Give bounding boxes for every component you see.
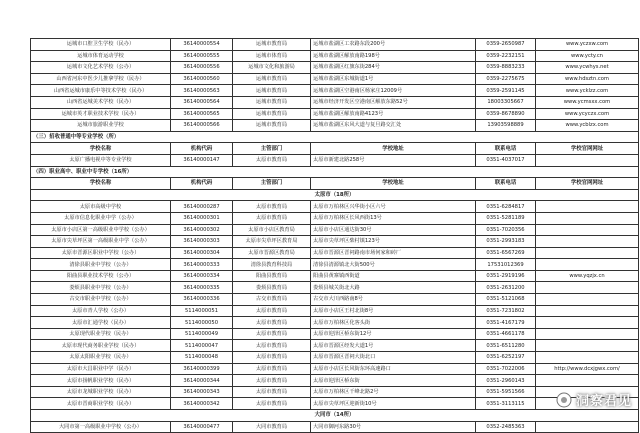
table-cell: 太原市尖草坪区第一高级职业中学（公办）: [31, 236, 171, 248]
table-cell: [536, 421, 639, 433]
table-cell: 太原市现代商务职业学校（民办）: [31, 340, 171, 352]
table-cell: 太原市教育局: [233, 340, 311, 352]
table-cell: 0351-2993183: [476, 236, 536, 248]
table-cell: 0351-7231802: [476, 305, 536, 317]
table-cell: 学校官网网址: [536, 178, 639, 190]
table-row: [31, 212, 639, 224]
table-cell: 太原现代职业学校（民办）: [31, 328, 171, 340]
school-table: [30, 38, 639, 433]
table-cell: 运城市英才职业技术学校（民办）: [31, 108, 171, 120]
table-cell: 山西省运城美术学校（民办）: [31, 96, 171, 108]
table-cell: 太原市万柏林区化客头街: [311, 317, 476, 329]
table-cell: 运城市教育局: [233, 120, 311, 132]
table-cell: 太原市小店区长风街东环高速路口: [311, 363, 476, 375]
table-cell: 太原市晋商职业学校（民办）: [31, 398, 171, 410]
table-cell: www.hdsztn.com: [536, 73, 639, 85]
table-cell: 清徐县清源镇北大街500号: [311, 259, 476, 271]
table-cell: 太原市教育局: [233, 328, 311, 340]
table-cell: 36140000334: [171, 270, 233, 282]
section-title: [31, 131, 639, 143]
table-cell: 运城市盐湖区解放南路4123号: [311, 108, 476, 120]
table-cell: 0351-7022006: [476, 363, 536, 375]
table-cell: 太原市晋源区经发大道1号: [311, 340, 476, 352]
table-cell: 36140000556: [171, 62, 233, 74]
table-cell: 运城市盐湖区红旗东街284号: [311, 62, 476, 74]
table-cell: 娄烦县职业中学校（公办）: [31, 282, 171, 294]
table-row: [31, 352, 639, 364]
table-cell: 运城市体育运动学校: [31, 50, 171, 62]
table-row: [31, 108, 639, 120]
eye-logo-icon: [556, 392, 572, 408]
table-cell: 学校官网网址: [536, 143, 639, 155]
table-cell: 太原市新建北路258号: [311, 154, 476, 166]
table-cell: www.ycyczx.com: [536, 108, 639, 120]
table-cell: 太原市尖草坪区柴村镇123号: [311, 236, 476, 248]
table-cell: 运城市教育局: [233, 39, 311, 51]
table-cell: [536, 375, 639, 387]
table-cell: 运城市盐湖区解放南路198号: [311, 50, 476, 62]
table-row: [31, 96, 639, 108]
table-cell: 0351-2631200: [476, 282, 536, 294]
table-cell: 0351-3113115: [476, 398, 536, 410]
table-cell: 0351-4167179: [476, 317, 536, 329]
table-cell: 太原市尖草坪区迎新街10号: [311, 398, 476, 410]
table-cell: 主管部门: [233, 178, 311, 190]
table-cell: [536, 305, 639, 317]
table-cell: 太原市汇通学校（民办）: [31, 317, 171, 329]
table-cell: 0359-2275675: [476, 73, 536, 85]
table-cell: 太原市教育局: [233, 317, 311, 329]
table-cell: 太原市教育局: [233, 386, 311, 398]
table-row: [31, 375, 639, 387]
table-cell: 0359-8678890: [476, 108, 536, 120]
table-cell: 太原市尖草坪区教育局: [233, 236, 311, 248]
section-title-text: （三）招收普通中等专业学校（所）: [31, 131, 639, 143]
table-row: [31, 85, 639, 97]
table-cell: 娄烦县教育局: [233, 282, 311, 294]
table-cell: 太原市教育局: [233, 212, 311, 224]
city-header-text: 大同市（14所）: [31, 410, 639, 422]
table-cell: 山西省河东中医少儿推拿学校（民办）: [31, 73, 171, 85]
table-cell: 36140000301: [171, 212, 233, 224]
table-cell: [536, 282, 639, 294]
table-cell: 36140000566: [171, 120, 233, 132]
table-cell: 太原市小店区教育局: [233, 224, 311, 236]
table-cell: [536, 352, 639, 364]
table-cell: 0351-6511280: [476, 340, 536, 352]
table-cell: 娄烦县城关街北大路: [311, 282, 476, 294]
table-cell: www.ycmsxx.com: [536, 96, 639, 108]
header-row: [31, 143, 639, 155]
table-row: [31, 201, 639, 213]
table-body: [31, 39, 639, 433]
table-cell: 36140000147: [171, 154, 233, 166]
table-cell: 太原市教育局: [233, 201, 311, 213]
table-cell: www.ycblzx.com: [536, 120, 639, 132]
table-cell: [536, 154, 639, 166]
table-row: [31, 62, 639, 74]
table-cell: www.ycty.cn: [536, 50, 639, 62]
table-cell: 太原市迎泽区桥东街12号: [311, 328, 476, 340]
table-cell: 36140000335: [171, 282, 233, 294]
table-cell: 36140000336: [171, 294, 233, 306]
table-row: [31, 305, 639, 317]
table-cell: 运城市口腔卫生学校（民办）: [31, 39, 171, 51]
table-cell: 17531012369: [476, 259, 536, 271]
table-cell: 太原市青人学校（公办）: [31, 305, 171, 317]
table-cell: 36140000477: [171, 421, 233, 433]
table-cell: 联系电话: [476, 143, 536, 155]
table-cell: 18003305667: [476, 96, 536, 108]
table-cell: 太原太阳职业学校（民办）: [31, 352, 171, 364]
table-cell: 运城市体育局: [233, 50, 311, 62]
table-cell: 运城市教育局: [233, 85, 311, 97]
table-cell: 36140000303: [171, 236, 233, 248]
table-cell: 运城市文化艺术学校（公办）: [31, 62, 171, 74]
table-cell: 36140000563: [171, 85, 233, 97]
table-cell: 0351-5281189: [476, 212, 536, 224]
table-row: [31, 340, 639, 352]
table-cell: 阳曲县职业技术学校（公办）: [31, 270, 171, 282]
table-cell: 太原市教育局: [233, 305, 311, 317]
table-cell: 清徐县职业中学校（公办）: [31, 259, 171, 271]
table-cell: www.yczxw.com: [536, 39, 639, 51]
table-cell: 36140000333: [171, 259, 233, 271]
table-cell: 太原市教育局: [233, 352, 311, 364]
table-cell: 0359-2650987: [476, 39, 536, 51]
table-cell: www.ycklzz.com: [536, 85, 639, 97]
table-cell: 山西省运城市康乐中等技术学校（民办）: [31, 85, 171, 97]
table-cell: 学校地址: [311, 178, 476, 190]
table-cell: 5114000047: [171, 340, 233, 352]
table-row: [31, 259, 639, 271]
table-row: [31, 120, 639, 132]
table-cell: 太原市晋源区晋祠大街北口: [311, 352, 476, 364]
table-cell: [536, 236, 639, 248]
table-cell: 36140000565: [171, 108, 233, 120]
table-cell: 太原市小店区王村北街8号: [311, 305, 476, 317]
table-cell: [536, 201, 639, 213]
table-cell: 古交市职业中学校（公办）: [31, 294, 171, 306]
table-cell: 0359-2591145: [476, 85, 536, 97]
table-cell: 运城市教育局: [233, 96, 311, 108]
table-cell: 5114000050: [171, 317, 233, 329]
table-cell: 0359-2232151: [476, 50, 536, 62]
section-title-text: （四）职业高中、职业中专学校（16所）: [31, 166, 639, 178]
city-header: [31, 189, 639, 201]
table-cell: 太原市小店区第一高级职业中学校（公办）: [31, 224, 171, 236]
table-cell: 阳曲县黄寨镇西街道: [311, 270, 476, 282]
table-cell: 太原市大昌职业中学（民办）: [31, 363, 171, 375]
table-cell: 古交市教育局: [233, 294, 311, 306]
table-cell: 运城市经济开发区空港南区解放东路52号: [311, 96, 476, 108]
table-cell: 太原市教育局: [233, 398, 311, 410]
table-cell: 36140000343: [171, 386, 233, 398]
table-cell: www.yqzjx.cn: [536, 270, 639, 282]
table-cell: 36140000304: [171, 247, 233, 259]
table-cell: 36140000342: [171, 398, 233, 410]
table-cell: 0351-5951566: [476, 386, 536, 398]
table-cell: 清徐县教育科技局: [233, 259, 311, 271]
table-row: [31, 50, 639, 62]
table-cell: www.ycwhys.net: [536, 62, 639, 74]
table-cell: 36140000287: [171, 201, 233, 213]
table-cell: 36140000560: [171, 73, 233, 85]
table-cell: 学校地址: [311, 143, 476, 155]
table-cell: 大同市御河东路30号: [311, 421, 476, 433]
table-row: [31, 398, 639, 410]
table-row: [31, 363, 639, 375]
table-cell: 36140000555: [171, 50, 233, 62]
table-row: [31, 236, 639, 248]
table-row: [31, 224, 639, 236]
table-cell: 0351-6252197: [476, 352, 536, 364]
table-cell: 太原市教育局: [233, 154, 311, 166]
table-cell: 0351-6284817: [476, 201, 536, 213]
table-cell: 太原市扬帆职业学校（民办）: [31, 375, 171, 387]
table-cell: [536, 247, 639, 259]
section-title: [31, 166, 639, 178]
table-cell: 36140000344: [171, 375, 233, 387]
table-cell: [536, 224, 639, 236]
table-cell: 0351-5121068: [476, 294, 536, 306]
table-cell: 0351-6567269: [476, 247, 536, 259]
table-cell: [536, 340, 639, 352]
table-cell: [536, 328, 639, 340]
table-cell: 太原市万柏林区兴华街小区六号: [311, 201, 476, 213]
table-cell: 运城市盐湖区东风大道与复旦路交汇处: [311, 120, 476, 132]
watermark-text: 洞察君见: [575, 394, 632, 409]
table-cell: 太原市高级中学校: [31, 201, 171, 213]
table-cell: 0351-2919196: [476, 270, 536, 282]
table-cell: 太原市信息化职业中学（公办）: [31, 212, 171, 224]
table-cell: [536, 259, 639, 271]
table-cell: 大同市教育局: [233, 421, 311, 433]
table-cell: 运城市盐湖区工农路东段200号: [311, 39, 476, 51]
table-cell: 大同市第一高级职业中学校（公办）: [31, 421, 171, 433]
table-cell: 太原市晋源区教育局: [233, 247, 311, 259]
table-cell: 太原市小店区通达街30号: [311, 224, 476, 236]
table-cell: 学校名称: [31, 143, 171, 155]
table-cell: 0359-8883233: [476, 62, 536, 74]
table-cell: 5114000051: [171, 305, 233, 317]
table-cell: 运城市教育局: [233, 108, 311, 120]
table-cell: 太原市晋源区晋祠路南市场何家和砖厂: [311, 247, 476, 259]
table-cell: 0351-4661178: [476, 328, 536, 340]
table-row: [31, 294, 639, 306]
table-cell: 运城市盐湖区空港南区杨家庄12009号: [311, 85, 476, 97]
table-row: [31, 39, 639, 51]
table-cell: 36140000554: [171, 39, 233, 51]
table-row: [31, 247, 639, 259]
table-cell: 运城市旅游职业学校: [31, 120, 171, 132]
table-cell: 0351-4037017: [476, 154, 536, 166]
table-cell: 太原市万柏林区长风西街13号: [311, 212, 476, 224]
header-row: [31, 178, 639, 190]
table-cell: [536, 317, 639, 329]
table-cell: [536, 294, 639, 306]
table-row: [31, 154, 639, 166]
table-cell: http://www.dcxjgwx.com/: [536, 363, 639, 375]
table-cell: [536, 212, 639, 224]
table-row: [31, 386, 639, 398]
table-cell: 太原市晋源区职业中学校（公办）: [31, 247, 171, 259]
table-row: [31, 317, 639, 329]
table-cell: 阳曲县教育局: [233, 270, 311, 282]
table-cell: 古交市大川西路南8号: [311, 294, 476, 306]
watermark: [556, 390, 632, 409]
city-header: [31, 410, 639, 422]
table-row: [31, 328, 639, 340]
table-row: [31, 282, 639, 294]
table-cell: 学校名称: [31, 178, 171, 190]
table-row: [31, 270, 639, 282]
table-cell: 0351-2960143: [476, 375, 536, 387]
table-cell: 太原市万柏林区千峰北路2号: [311, 386, 476, 398]
table-cell: 运城市教育局: [233, 73, 311, 85]
table-cell: 运城市盐湖区东城街道1号: [311, 73, 476, 85]
table-cell: 机构代码: [171, 143, 233, 155]
city-header-text: 太原市（18所）: [31, 189, 639, 201]
table-cell: 36140000302: [171, 224, 233, 236]
table-cell: 太原广播电视中等专业学校: [31, 154, 171, 166]
table-row: [31, 73, 639, 85]
table-cell: 5114000048: [171, 352, 233, 364]
table-cell: 0352-2485363: [476, 421, 536, 433]
table-cell: 联系电话: [476, 178, 536, 190]
table-cell: 太原市教育局: [233, 363, 311, 375]
table-cell: 太原市龙城职业学校（民办）: [31, 386, 171, 398]
table-cell: 0351-7020356: [476, 224, 536, 236]
table-cell: 13903598889: [476, 120, 536, 132]
table-cell: 太原市教育局: [233, 375, 311, 387]
table-cell: 太原市迎泽区桥东街: [311, 375, 476, 387]
table-cell: 5114000049: [171, 328, 233, 340]
table-cell: 36140000399: [171, 363, 233, 375]
table-cell: 运城市文化和旅游局: [233, 62, 311, 74]
table-cell: 36140000564: [171, 96, 233, 108]
table-row: [31, 421, 639, 433]
table-cell: 主管部门: [233, 143, 311, 155]
table-cell: 机构代码: [171, 178, 233, 190]
